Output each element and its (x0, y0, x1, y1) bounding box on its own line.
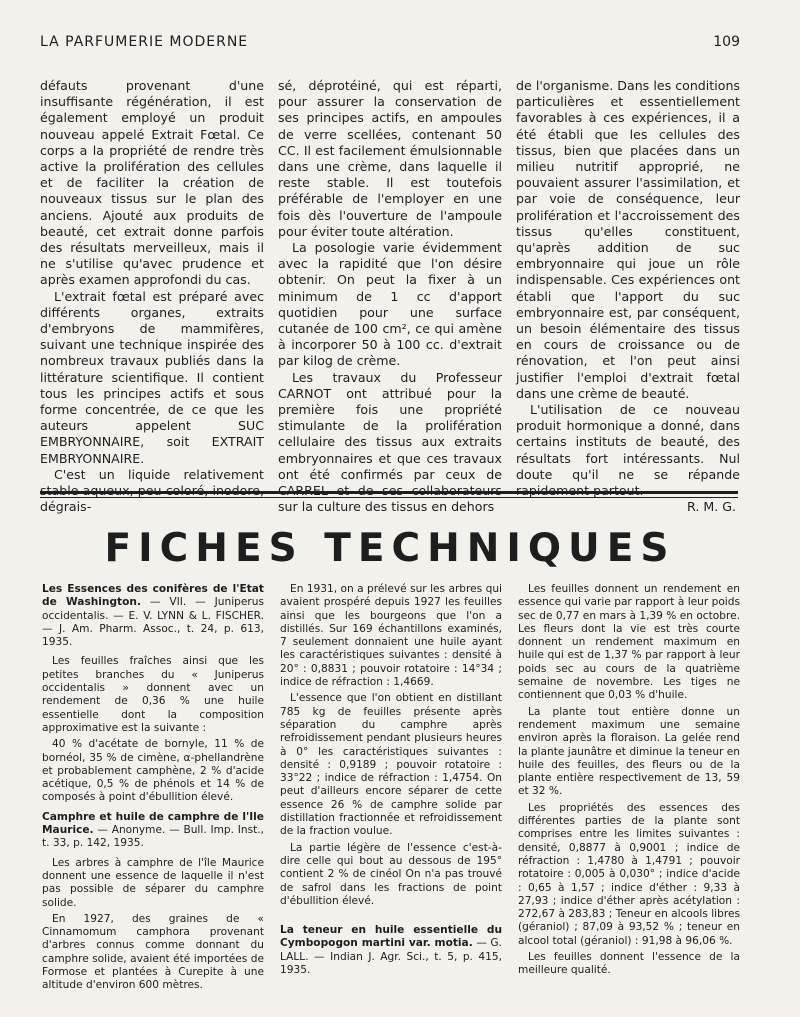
paragraph: En 1927, des graines de « Cinnamomum camphora provenant d'arbres connus comme donnant du camphre solide, avaient été importées de Formose et plantées à Curepite à une altitude d'environ 600 mètres. (42, 912, 264, 992)
paragraph: Les feuilles donnent un rendement en essence qui varie par rapport à leur poids sec de 0,77 en mars à 1,39 % en octobre. Les fleurs dont la vie est très courte donnent un rendement maximum en huile qui est de 1,37 % par rapport à leur poids sec au cours de la quatrième semaine de novembre. Les tiges ne contiennent que 0,03 % d'huile. (518, 583, 740, 702)
paragraph: Les feuilles fraîches ainsi que les petites branches du « Juniperus occidentalis » donnent avec un rendement de 0,36 % une huile essentielle dont la composition approximative est la suivante : (42, 655, 264, 734)
fiche-heading (42, 583, 264, 649)
fiche-title: La teneur en huile essentielle du Cymbopogon martini var. motia. (280, 924, 502, 950)
fiches-body (42, 583, 740, 1003)
paragraph: La posologie varie évidemment avec la rapidité que l'on désire obtenir. On peut la fixer à un minimum de 1 cc d'apport quotidien pour une surface cutanée de 100 cm², ce qui amène à incorporer 50 à 100 cc. d'extrait par kilog de crème. (278, 240, 502, 369)
article-column-1 (40, 78, 264, 515)
paragraph: En 1931, on a prélevé sur les arbres qui avaient prospéré depuis 1927 les feuilles ainsi que les bourgeons que l'on a distillés. Sur 169 échantillons examinés, 7 seulement donnaient une huile ayant les caractéristiques suivantes : densité à 20° : 0,8831 ; pouvoir rotatoire : 14°34 ; indice de réfraction : 1,4669. (280, 583, 502, 689)
article-column-3 (516, 78, 740, 515)
running-title: LA PARFUMERIE MODERNE (40, 34, 249, 50)
section-divider-thin (40, 497, 738, 498)
fiches-column-1 (42, 583, 264, 1003)
article-body (40, 78, 740, 515)
paragraph: Les arbres à camphre de l'île Maurice donnent une essence de laquelle il n'est pas possible de séparer du camphre solide. (42, 856, 264, 909)
signature: R. M. G. (687, 499, 736, 515)
paragraph: Les propriétés des essences des différentes parties de la plante sont comprises entre les limites suivantes : densité, 0,8877 à 0,9001 ; indice de réfraction : 1,4780 à 1,4791 ; pouvoir rotatoire : 0,005 à 0,030° ; indice d'acide : 0,65 à 1,57 ; indice d'éther : 9,33 à 27,93 ; indice d'éther après acétylation : 272,67 à 283,83 ; Teneur en alcools libres (géraniol) ; 87,09 à 93,52 % ; teneur en alcool total (géraniol) : 91,98 à 96,06 %. (518, 801, 740, 947)
fiche-reference: — Anonyme. — Bull. Imp. Inst., t. 33, p. 142, 1935. (42, 824, 264, 850)
paragraph: Les feuilles donnent l'essence de la meilleure qualité. (518, 951, 740, 977)
fiche-reference: — VII. — Juniperus occidentalis. — E. V. LYNN & L. FISCHER. — J. Am. Pharm. Assoc., t. 24, p. 613, 1935. (42, 596, 264, 649)
fiche-entry (42, 811, 264, 993)
paragraph: La partie légère de l'essence c'est-à-dire celle qui bout au dessous de 195° contient 2 % de cinéol On n'a pas trouvé de safrol dans les fractions de point d'ébullition élevé. (280, 841, 502, 907)
section-divider-thick (40, 491, 738, 494)
paragraph: défauts provenant d'une insuffisante régénération, il est également employé un produit nouveau appelé Extrait Fœtal. Ce corps a la propriété de rendre très active la prolifération des cellules et de faciliter la création de nouveaux tissus sur le plan des anciens. Ajouté aux produits de beauté, cet extrait donne parfois des résultats merveilleux, mais il ne s'utilise qu'avec prudence et après examen approfondi du cas. (40, 78, 264, 288)
fiche-reference: — G. LALL. — Indian J. Agr. Sci., t. 5, p. 415, 1935. (280, 937, 503, 977)
page-number: 109 (713, 34, 740, 50)
paragraph: Les travaux du Professeur CARNOT ont attribué pour la première fois une propriété stimulante de la prolifération cellulaire des tissus aux extraits embryonnaires et que ces travaux ont été confirmés par ceux de sur la culture des tissus en dehors (278, 369, 502, 515)
fiche-entry (280, 924, 502, 977)
paragraph: de l'organisme. Dans les conditions particulières et essentiellement favorables à ces expériences, il a été établi que les cellules des tissus, bien que placées dans un milieu nutritif approprié, ne pouvaient assurer l'assimilation, et par voie de conséquence, leur prolifération et l'accroissement des tissus qu'elles constituent, qu'après addition de suc embryonnaire qui joue un rôle indispensable. Ces expériences ont établi que l'apport du suc embryonnaire est, par conséquent, un besoin élémentaire des tissus en cours de croissance ou de rénovation, et l'on peut ainsi justifier l'emploi d'extrait fœtal dans une crème de beauté. (516, 78, 740, 401)
page-header (40, 34, 740, 54)
paragraph: L'essence que l'on obtient en distillant 785 kg de feuilles présente après séparation du camphre après refroidissement pendant plusieurs heures à 0° les caractéristiques suivantes : densité : 0,9189 ; pouvoir rotatoire : 33°22 ; indice de réfraction : 1,4754. On peut d'ailleurs encore séparer de cette essence 26 % de camphre solide par distillation fractionnée et refroidissement de la fraction voulue. (280, 692, 502, 838)
fiche-heading (280, 924, 502, 977)
fiche-entry (42, 583, 264, 805)
fiche-title: Camphre et huile de camphre de l'Ile Maurice. (42, 810, 264, 837)
paragraph: La plante tout entière donne un rendement maximum une semaine environ après la floraison. La gelée rend la plante jaunâtre et diminue la teneur en huile des feuilles, des fleurs ou de la plante entière respectivement de 13, 59 et 32 %. (518, 705, 740, 798)
paragraph: 40 % d'acétate de bornyle, 11 % de bornéol, 35 % de cimène, α-phellandrène et probablement camphène, 2 % d'acide acétique, 0,5 % de phénols et 14 % de composés à point d'ébullition élevé. (42, 738, 264, 804)
fiche-heading (42, 811, 264, 851)
fiches-column-3 (518, 583, 740, 1003)
fiches-column-2 (280, 583, 502, 1003)
paragraph: sé, déprotéiné, qui est réparti, pour assurer la conservation de ses principes actifs, en ampoules de verre scellées, contenant 50 CC. Il est facilement émulsionnable dans une crème, dans laquelle il reste stable. Il est toutefois préférable de l'employer en une fois dès l'ouverture de l'ampoule pour éviter toute altération. (278, 78, 502, 239)
paragraph: L'extrait fœtal est préparé avec différents organes, extraits d'embryons de mammifères, suivant une technique inspirée des nombreux travaux publiés dans la littérature scientifique. Il contient tous les principes actifs et sous forme concentrée, de ce que les auteurs appelent SUC EMBRYONNAIRE, soit EXTRAIT EMBRYONNAIRE. (40, 288, 264, 466)
fiche-title: Les Essences des conifères de l'Etat de Washington. (42, 583, 264, 609)
paragraph: C'est un liquide relativement dégrais- (40, 466, 264, 515)
article-column-2 (278, 78, 502, 515)
section-title: FICHES TECHNIQUES (104, 526, 676, 571)
paragraph: L'utilisation de ce nouveau produit hormonique a donné, dans certains instituts de beauté, des résultats fort intéressants. Nul doute qu'il ne se répande (516, 402, 740, 482)
